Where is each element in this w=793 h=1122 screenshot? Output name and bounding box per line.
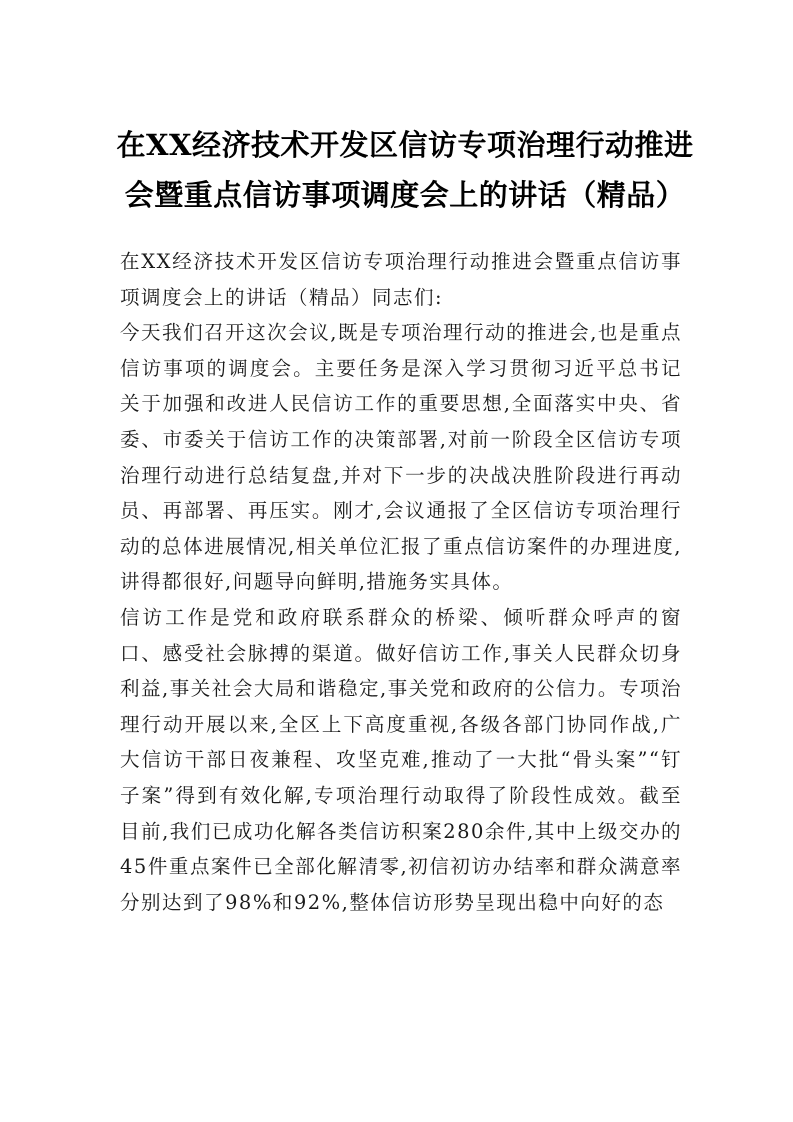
document-body xyxy=(120,244,682,920)
document-title: 在XX经济技术开发区信访专项治理行动推进会暨重点信访事项调度会上的讲话（精品） xyxy=(116,128,694,212)
paragraph-work-significance: 信访工作是党和政府联系群众的桥梁、倾听群众呼声的窗口、感受社会脉搏的渠道。做好信访工作,事关人民群众切身利益,事关社会大局和谐稳定,事关党和政府的公信力。专项治理行动开展以来,全区上下高度重视,各级各部门协同作战,广大信访干部日夜兼程、攻坚克难,推动了一大批“骨头案”“钉子案”得到有效化解,专项治理行动取得了阶段性成效。截至目前,我们已成功化解各类信访积案280余件,其中上级交办的45件重点案件已全部化解清零,初信初访办结率和群众满意率分别达到了98%和92%,整体信访形势呈现出稳中向好的态 xyxy=(120,605,682,914)
paragraph-meeting-purpose: 今天我们召开这次会议,既是专项治理行动的推进会,也是重点信访事项的调度会。主要任务是深入学习贯彻习近平总书记关于加强和改进人民信访工作的重要思想,全面落实中央、省委、市委关于信访工作的决策部署,对前一阶段全区信访专项治理行动进行总结复盘,并对下一步的决战决胜阶段进行再动员、再部署、再压实。刚才,会议通报了全区信访专项治理行动的总体进展情况,相关单位汇报了重点信访案件的办理进度,讲得都很好,问题导向鲜明,措施务实具体。 xyxy=(120,321,682,594)
paragraph-opening: 在XX经济技术开发区信访专项治理行动推进会暨重点信访事项调度会上的讲话（精品）同志们: xyxy=(120,250,682,309)
